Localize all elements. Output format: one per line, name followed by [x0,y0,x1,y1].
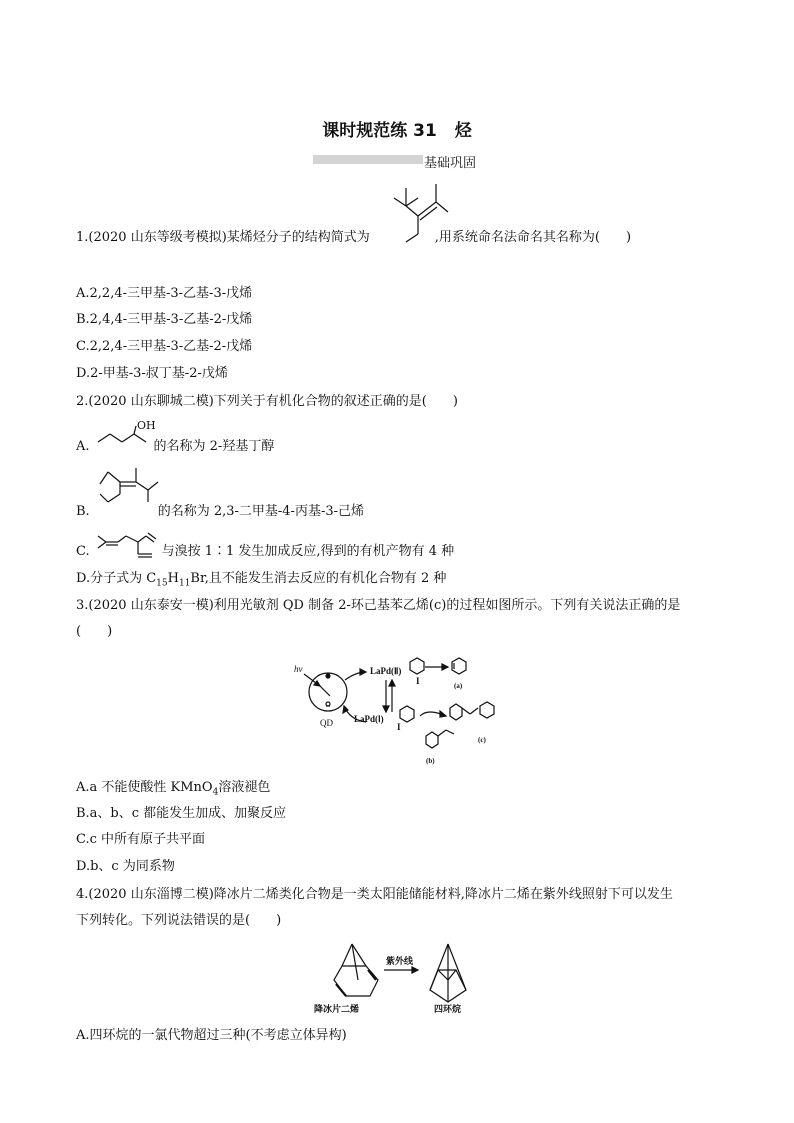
q3-option-a [76,779,270,802]
q3-label-c: (c) [478,736,486,744]
q3-option-d: D.b、c 为同系物 [76,859,175,874]
section-bar [313,155,423,164]
q1-option-c: C.2,2,4-三甲基-3-乙基-2-戊烯 [76,339,253,354]
q3a-pre: A.a 不能使酸性 KMnO [76,780,213,795]
q3-i-bottom: I [397,722,401,732]
section-label: 基础巩固 [424,156,477,171]
q3-label-b: (b) [426,757,435,765]
q2a-label: A. [76,439,90,454]
title-text: 课时规范练 31 [322,121,437,141]
q3-diagram [290,650,510,768]
q1-stem-post: ,用系统命名法命名其名称为( ) [434,230,632,245]
q2-option-b [76,503,364,521]
q2d-post: Br,且不能发生消去反应的有机化合物有 2 种 [190,571,447,586]
q4-stem-line2: 下列转化。下列说法错误的是( ) [76,913,282,928]
title-subject: 烃 [454,121,472,141]
q4-arrow-label: 紫外线 [386,956,414,966]
q4-stem-line1: 4.(2020 山东淄博二模)降冰片二烯类化合物是一类太阳能储能材料,降冰片二烯在紫外线照射下可以发生 [76,887,673,902]
q4-right-label: 四环烷 [434,1004,462,1014]
q2a-text: 的名称为 2-羟基丁醇 [153,439,275,454]
q3-qd: QD [320,718,333,728]
q1-stem-pre: 1.(2020 山东等级考模拟)某烯烃分子的结构简式为 [76,230,370,245]
q2c-text: 与溴按 1∶1 发生加成反应,得到的有机产物有 4 种 [161,544,455,559]
q4-diagram [306,940,486,1020]
q2-option-a [76,438,274,456]
q3-stem-line2: ( ) [76,624,113,639]
q2d-sub1: 15 [156,578,168,589]
q2b-label: B. [76,504,90,519]
q2a-oh-label: OH [137,419,156,432]
q1-stem [76,229,631,247]
q3a-sub: 4 [212,787,219,798]
q3-lapd2: LaPd(Ⅱ) [370,666,402,676]
q2-option-c [76,543,454,561]
q4-left-label: 降冰片二烯 [314,1004,360,1014]
q2d-pre: D.分子式为 C [76,571,157,586]
q2-stem: 2.(2020 山东聊城二模)下列关于有机化合物的叙述正确的是( ) [76,394,458,409]
q3-i-top: I [416,676,420,686]
q2d-sub2: 11 [178,578,191,589]
q2b-text: 的名称为 2,3-二甲基-4-丙基-3-己烯 [157,504,364,519]
q2-option-d [76,570,446,593]
page-title [0,116,794,141]
q1-option-a: A.2,2,4-三甲基-3-乙基-3-戊烯 [76,286,253,301]
q4-option-a: A.四环烷的一氯代物超过三种(不考虑立体异构) [76,1028,347,1043]
q1-option-d: D.2-甲基-3-叔丁基-2-戊烯 [76,366,228,381]
q3-option-b: B.a、b、c 都能发生加成、加聚反应 [76,806,287,821]
q3-lapd1: LaPd(Ⅰ) [354,714,384,724]
q3-stem-line1: 3.(2020 山东泰安一模)利用光敏剂 QD 制备 2-环己基苯乙烯(c)的过程如图所示。下列有关说法正确的是 [76,598,681,613]
q3-label-a: (a) [454,682,463,690]
q1-option-b: B.2,4,4-三甲基-3-乙基-2-戊烯 [76,312,253,327]
q3-option-c: C.c 中所有原子共平面 [76,832,206,847]
q3a-post: 溶液褪色 [218,780,271,795]
q3-hv: hν [294,664,303,674]
q2c-label: C. [76,544,90,559]
q2d-mid: H [167,571,179,586]
